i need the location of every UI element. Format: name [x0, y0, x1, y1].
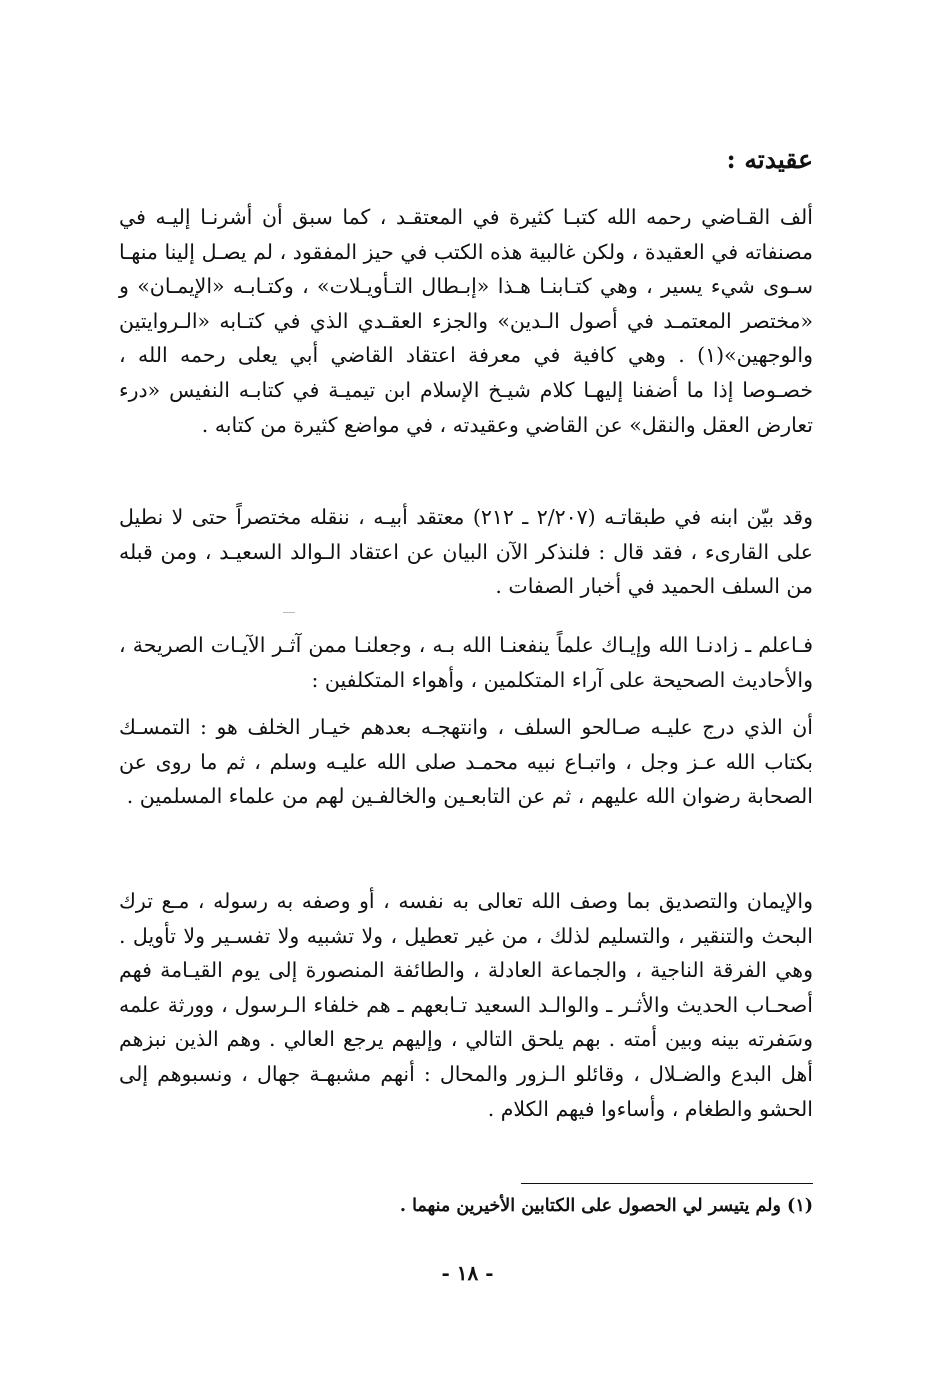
section-heading: عقيدته : — [726, 145, 813, 174]
paragraph-3: فـاعلم ـ زادنـا الله وإيـاك علماً ينفعنـا الله بـه ، وجعلنـا ممن آثـر الآيـات الصريحة ، والأحاديث الصحيحة على آراء المتكلمين ، وأهواء المتكلفين : — [119, 633, 813, 692]
paragraph-4: أن الذي درج عليـه صـالحو السلف ، وانتهجـه بعدهم خيـار الخلف هو : التمسـك بكتاب الله عـز وجل ، واتبـاع نبيه محمـد صلى الله عليـه وسلم ، ثم ما روى عن الصحابة رضوان الله عليهم ، ثم عن التابعـين والخالفـين لهم من علماء المسلمين . — [119, 715, 813, 809]
paragraph-5: والإيمان والتصديق بما وصف الله تعالى به نفسه ، أو وصفه به رسوله ، مـع ترك البحث والتنقير ، والتسليم لذلك ، من غير تعطيل ، ولا تشبيه ولا تفسـير ولا تأويل . وهي الفرقة الناجية ، والجماعة العادلة ، والطائفة المنصورة إلى يوم القيـامة فهم أصحـاب الحديث والأثـر ـ والوالـد السعيد تـابعهم ـ هم خلفاء الـرسول ، وورثة علمه وسَفرته بينه وبين أمته . بهم يلحق التالي ، وإليهم يرجع العالي . وهم الذين نبزهم أهل البدع والضـلال ، وقائلو الـزور والمحال : أنهم مشبهـة جهال ، ونسبوهم إلى الحشو والطغام ، وأساءوا فيهم الكلام . — [119, 889, 813, 1121]
scan-mark — [283, 612, 295, 613]
paragraph-2: وقد بيّن ابنه في طبقاتـه (٢/٢٠٧ ـ ٢١٢) معتقد أبيـه ، ننقله مختصراً حتى لا نطيل على القارىء ، فقد قال : فلنذكر الآن البيان عن اعتقاد الـوالد السعيـد ، ومن قبله من السلف الحميد في أخبار الصفات . — [119, 505, 813, 599]
footnote-divider — [521, 1183, 813, 1184]
page-number: - ١٨ - — [441, 1261, 494, 1285]
footnote: (١) ولم يتيسر لي الحصول على الكتابين الأخيرين منهما . — [399, 1196, 813, 1216]
paragraph-1: ألف القـاضي رحمه الله كتبـا كثيرة في المعتقـد ، كما سبق أن أشرنـا إليـه في مصنفاته في العقيدة ، ولكن غالبية هذه الكتب في حيز المفقود ، لم يصـل إلينا منهـا سـوى شيء يسير ، وهي كتـابنـا هـذا «إبـطال التـأويـلات» ، وكتـابـه «الإيمـان» و «مختصر المعتمـد في أصول الـدين» والجزء العقـدي الذي في كتـابه «الـروايتين والوجهين»(١) . وهي كافية في معرفة اعتقاد القاضي أبي يعلى رحمه الله ، خصـوصا إذا ما أضفنا إليهـا كلام شيـخ الإسلام ابن تيميـة في كتابـه النفيس «درء تعارض العقل والنقل» عن القاضي وعقيدته ، في مواضع كثيرة من كتابه . — [119, 205, 813, 437]
